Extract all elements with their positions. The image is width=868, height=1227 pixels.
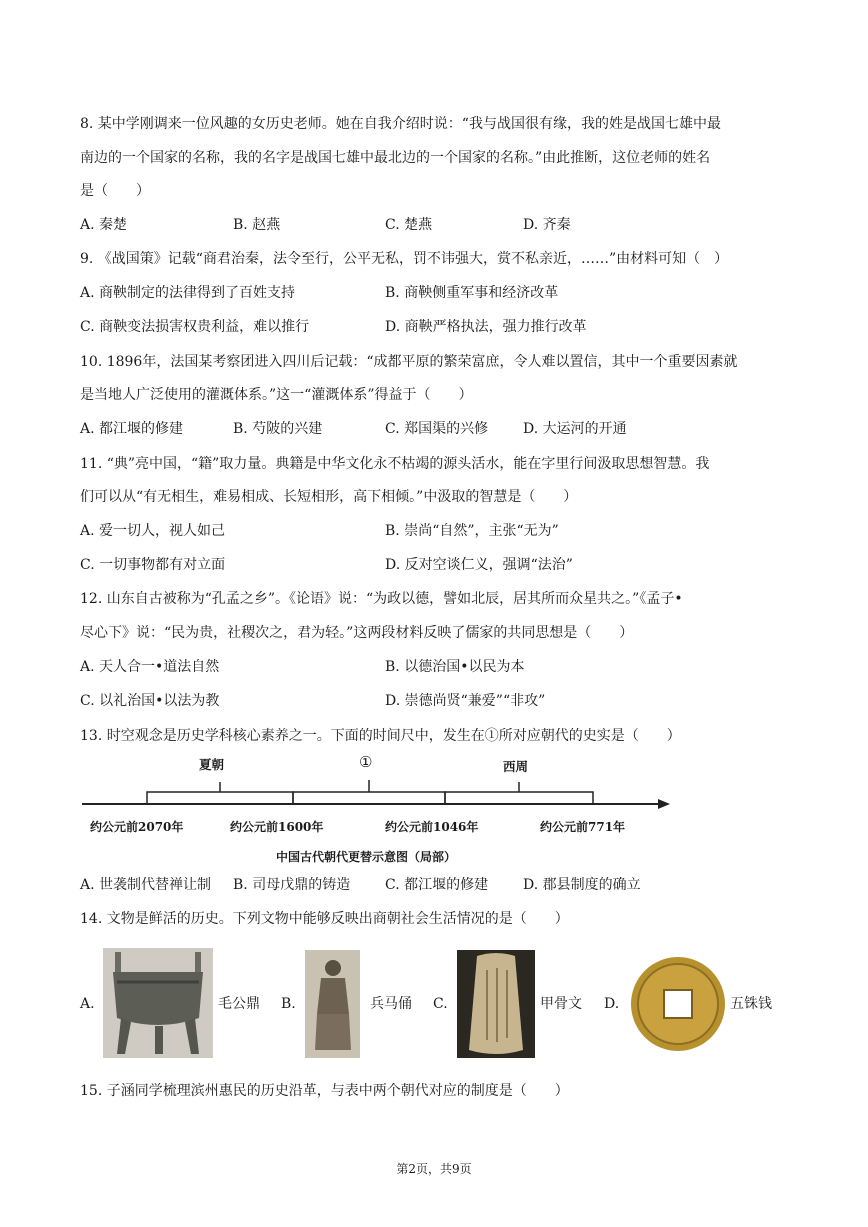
timeline-period-circle-1: ① (359, 753, 373, 771)
q14-line-1: 14. 文物是鲜活的历史。下列文物中能够反映出商朝社会生活情况的是（ ） (80, 911, 569, 927)
q11-line-1: 11. “典”亮中国，“籍”取力量。典籍是中华文化永不枯竭的源头活水，能在字里行间汲取思想智慧。我 (80, 456, 710, 472)
q8-line-1: 8. 某中学刚调来一位风趣的女历史老师。她在自我介绍时说：“我与战国很有缘，我的姓是战国七雄中最 (80, 116, 721, 132)
q13-option-d: D. 郡县制度的确立 (523, 877, 641, 893)
terracotta-warrior-image (305, 950, 360, 1058)
q14-option-b-letter: B. (281, 996, 296, 1012)
q14-option-c-name: 甲骨文 (540, 996, 582, 1012)
q11-option-b: B. 崇尚“自然”，主张“无为” (385, 523, 559, 539)
q10-option-d: D. 大运河的开通 (523, 421, 627, 437)
timeline-caption: 中国古代朝代更替示意图（局部） (276, 850, 457, 864)
q9-option-a: A. 商鞅制定的法律得到了百姓支持 (80, 285, 296, 301)
xia-bracket (147, 792, 293, 804)
q8-option-a: A. 秦楚 (80, 217, 128, 233)
q13-option-c: C. 都江堰的修建 (385, 877, 489, 893)
q11-line-2: 们可以从“有无相生，难易相成、长短相形，高下相倾。”中汲取的智慧是（ ） (80, 489, 578, 505)
q14-option-a-name: 毛公鼎 (218, 996, 260, 1012)
q9-option-b: B. 商鞅侧重军事和经济改革 (385, 285, 559, 301)
q8-option-d: D. 齐秦 (523, 217, 571, 233)
q14-option-d-letter: D. (604, 996, 620, 1012)
q14-option-d-name: 五铢钱 (730, 996, 772, 1012)
timeline-tick-1600: 约公元前1600年 (230, 820, 324, 834)
q11-option-a: A. 爱一切人，视人如己 (80, 523, 226, 539)
q9-line-1: 9. 《战国策》记载“商君治秦，法令至行，公平无私，罚不讳强大，赏不私亲近，……”由材料可知（ ） (80, 251, 729, 267)
q12-option-b: B. 以德治国•以民为本 (385, 659, 525, 675)
q14-option-a-letter: A. (80, 996, 95, 1012)
timeline-tick-1046: 约公元前1046年 (385, 820, 479, 834)
oracle-bone-image (457, 950, 535, 1058)
q15-line-1: 15. 子涵同学梳理滨州惠民的历史沿革，与表中两个朝代对应的制度是（ ） (80, 1083, 569, 1099)
page-number: 第2页，共9页 (396, 1162, 472, 1176)
shang-bracket (293, 792, 445, 804)
xizhou-bracket (445, 792, 593, 804)
q9-option-c: C. 商鞅变法损害权贵利益，难以推行 (80, 319, 310, 335)
coin-icon (628, 952, 728, 1056)
q13-option-a: A. 世袭制代替禅让制 (80, 877, 212, 893)
q10-line-1: 10. 1896年，法国某考察团进入四川后记载：“成都平原的繁荣富庶，令人难以置信，其中一个重要因素就 (80, 354, 738, 370)
terracotta-warrior-icon (305, 950, 360, 1058)
timeline-tick-771: 约公元前771年 (540, 820, 626, 834)
wuzhu-coin-image (628, 952, 728, 1056)
q12-option-c: C. 以礼治国•以法为教 (80, 693, 220, 709)
q10-option-c: C. 郑国渠的兴修 (385, 421, 489, 437)
q12-option-a: A. 天人合一•道法自然 (80, 659, 220, 675)
q9-option-d: D. 商鞅严格执法，强力推行改革 (385, 319, 587, 335)
maogong-ding-image (103, 948, 213, 1058)
q12-option-d: D. 崇德尚贤“兼爱”“非攻” (385, 693, 546, 709)
timeline-tick-2070: 约公元前2070年 (90, 820, 184, 834)
q10-line-2: 是当地人广泛使用的灌溉体系。”这一“灌溉体系”得益于（ ） (80, 387, 473, 403)
arrow-icon (658, 799, 670, 809)
timeline-axis (78, 772, 678, 822)
oracle-bone-icon (457, 950, 535, 1058)
q11-option-d: D. 反对空谈仁义，强调“法治” (385, 557, 573, 573)
ding-icon (103, 948, 213, 1058)
q14-option-c-letter: C. (433, 996, 448, 1012)
q11-option-c: C. 一切事物都有对立面 (80, 557, 226, 573)
q13-line-1: 13. 时空观念是历史学科核心素养之一。下面的时间尺中，发生在①所对应朝代的史实是（ ） (80, 728, 681, 744)
q12-line-1: 12. 山东自古被称为“孔孟之乡”。《论语》说：“为政以德，譬如北辰，居其所而众星共之。”《孟子• (80, 591, 683, 607)
q14-option-b-name: 兵马俑 (370, 996, 412, 1012)
q8-option-b: B. 赵燕 (233, 217, 281, 233)
q13-option-b: B. 司母戊鼎的铸造 (233, 877, 351, 893)
timeline-period-xia: 夏朝 (199, 757, 225, 772)
timeline-period-xizhou: 西周 (503, 759, 529, 774)
q12-line-2: 尽心下》说：“民为贵，社稷次之，君为轻。”这两段材料反映了儒家的共同思想是（ ） (80, 625, 634, 641)
q10-option-a: A. 都江堰的修建 (80, 421, 184, 437)
q10-option-b: B. 芍陂的兴建 (233, 421, 323, 437)
q8-option-c: C. 楚燕 (385, 217, 433, 233)
q8-line-3: 是（ ） (80, 183, 150, 199)
q8-line-2: 南边的一个国家的名称，我的名字是战国七雄中最北边的一个国家的名称。”由此推断，这位老师的姓名 (80, 150, 711, 166)
